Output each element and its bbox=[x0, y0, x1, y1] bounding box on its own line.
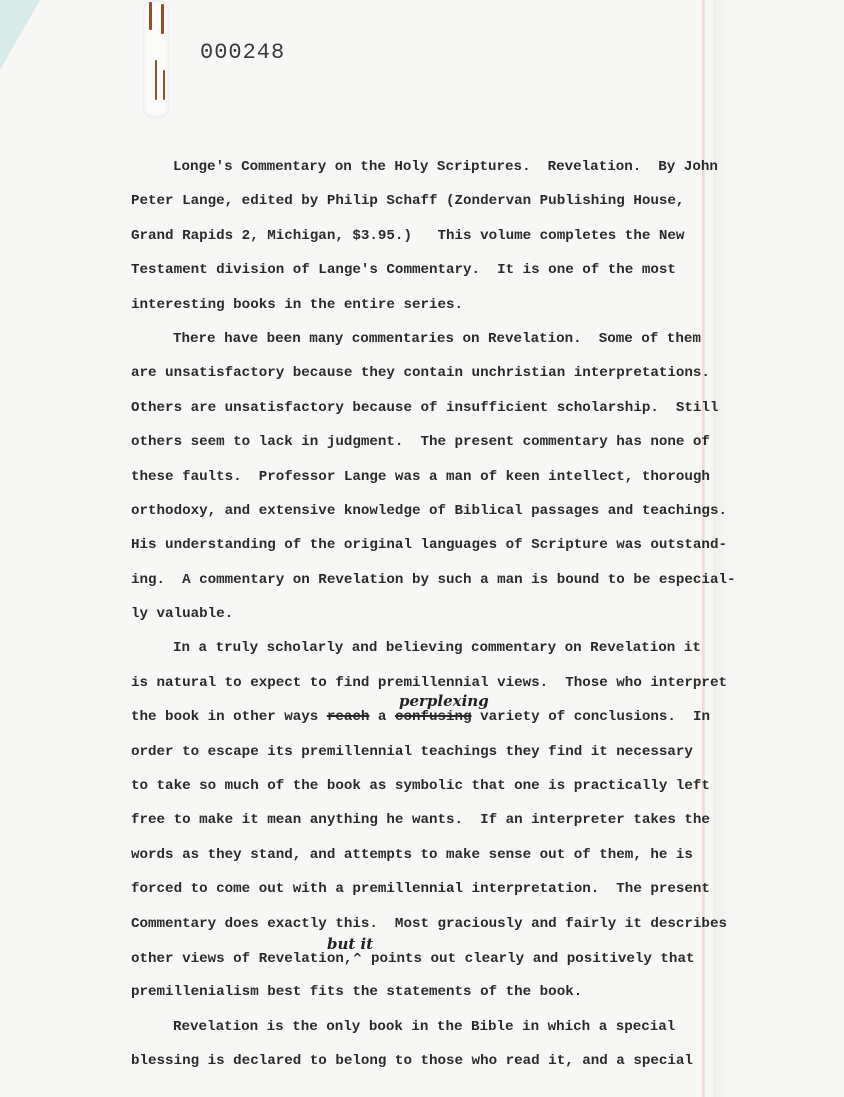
edited-text-line bbox=[131, 934, 731, 975]
paragraph-3 bbox=[131, 631, 731, 1009]
text-line: His understanding of the original languages of Scripture was outstand- bbox=[131, 537, 727, 554]
text-segment: points out clearly and positively that bbox=[362, 950, 695, 967]
text-line: to take so much of the book as symbolic that one is practically left bbox=[131, 778, 710, 795]
text-line: Testament division of Lange's Commentary. It is one of the most bbox=[131, 262, 676, 279]
text-line: blessing is declared to belong to those who read it, and a special bbox=[131, 1053, 693, 1070]
text-segment: a bbox=[369, 709, 395, 726]
text-line: ing. A commentary on Revelation by such a man is bound to be especial- bbox=[131, 571, 736, 588]
paragraph-2 bbox=[131, 322, 736, 632]
folded-corner bbox=[0, 0, 40, 70]
text-line: orthodoxy, and extensive knowledge of Biblical passages and teachings. bbox=[131, 502, 727, 519]
text-segment: the book in other ways bbox=[131, 709, 327, 726]
struck-text: reach bbox=[326, 709, 370, 726]
insertion-caret-icon: ^ bbox=[352, 950, 363, 965]
text-line: forced to come out with a premillennial interpretation. The present bbox=[131, 881, 710, 898]
text-line: Grand Rapids 2, Michigan, $3.95.) This volume completes the New bbox=[131, 227, 685, 244]
document-body bbox=[131, 150, 736, 1079]
handwritten-insertion: but it bbox=[327, 934, 374, 953]
text-segment: other views of Revelation, bbox=[131, 950, 353, 967]
text-line: Commentary does exactly this. Most graciously and fairly it describes bbox=[131, 915, 727, 932]
document-number: 000248 bbox=[200, 40, 286, 65]
text-line: Peter Lange, edited by Philip Schaff (Zondervan Publishing House, bbox=[131, 193, 685, 210]
text-line: are unsatisfactory because they contain unchristian interpretations. bbox=[131, 365, 710, 382]
text-line: Revelation is the only book in the Bible in which a special bbox=[173, 1018, 676, 1035]
text-line: interesting books in the entire series. bbox=[131, 296, 464, 313]
text-line: There have been many commentaries on Revelation. Some of them bbox=[173, 330, 701, 347]
text-line: free to make it mean anything he wants. If an interpreter takes the bbox=[131, 812, 710, 829]
paragraph-1 bbox=[131, 150, 731, 322]
text-line: ly valuable. bbox=[131, 606, 234, 623]
text-line: Others are unsatisfactory because of insufficient scholarship. Still bbox=[131, 399, 719, 416]
text-line: premillenialism best fits the statements of the book. bbox=[131, 984, 583, 1001]
edited-text-line bbox=[131, 692, 731, 734]
text-line: Longe's Commentary on the Holy Scriptures. Revelation. By John bbox=[173, 159, 718, 175]
paragraph-4 bbox=[131, 1010, 731, 1079]
text-line: words as they stand, and attempts to make sense out of them, he is bbox=[131, 846, 693, 863]
text-line: others seem to lack in judgment. The present commentary has none of bbox=[131, 434, 710, 451]
text-line: In a truly scholarly and believing commentary on Revelation it bbox=[173, 640, 701, 657]
text-line: these faults. Professor Lange was a man of keen intellect, thorough bbox=[131, 468, 710, 485]
text-segment: variety of conclusions. In bbox=[471, 709, 710, 726]
staple-mark bbox=[143, 0, 169, 118]
handwritten-insertion: perplexing bbox=[399, 692, 489, 711]
struck-text: confusing bbox=[394, 709, 472, 726]
text-line: order to escape its premillennial teachings they find it necessary bbox=[131, 743, 693, 760]
text-line: is natural to expect to find premillennial views. Those who interpret bbox=[131, 674, 727, 691]
